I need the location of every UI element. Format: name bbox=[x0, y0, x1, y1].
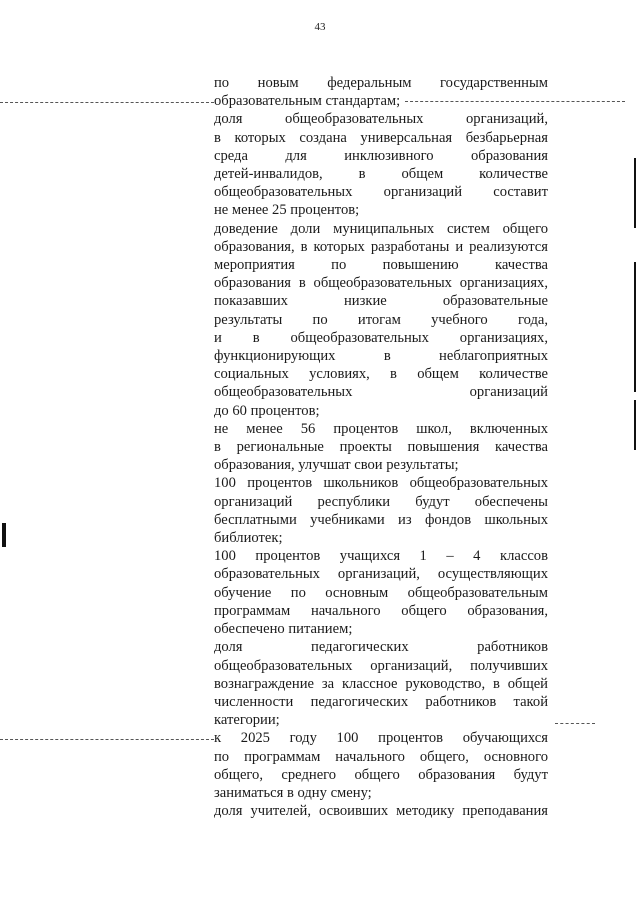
text-line: среда для инклюзивного образования bbox=[214, 147, 548, 164]
paragraph bbox=[214, 420, 548, 475]
text-line: образования, в которых разработаны и реализуются bbox=[214, 238, 548, 255]
text-line: по новым федеральным государственным bbox=[214, 75, 548, 91]
text-line: доля общеобразовательных организаций, bbox=[214, 111, 548, 128]
text-line: в которых создана универсальная безбарьерная bbox=[214, 129, 548, 146]
page-number: 43 bbox=[314, 21, 326, 33]
text-line: результаты по итогам учебного года, bbox=[214, 311, 548, 328]
text-line: 100 процентов школьников общеобразовательных bbox=[214, 475, 548, 492]
scan-artifact-left-mark bbox=[2, 523, 6, 547]
text-line: общеобразовательных организаций bbox=[214, 384, 548, 401]
text-line: общеобразовательных организаций составит bbox=[214, 184, 548, 201]
text-line: в региональные проекты повышения качества bbox=[214, 439, 548, 456]
text-line: до 60 процентов; bbox=[214, 402, 320, 419]
text-line: бесплатными учебниками из фондов школьных bbox=[214, 511, 548, 528]
text-line: детей-инвалидов, в общем количестве bbox=[214, 166, 548, 183]
text-line: заниматься в одну смену; bbox=[214, 784, 372, 801]
scan-artifact-line-bottom-right bbox=[555, 723, 595, 724]
text-line: показавших низкие образовательные bbox=[214, 293, 548, 310]
text-line: общего, среднего общего образования будут bbox=[214, 766, 548, 783]
scan-artifact-edge-mark bbox=[634, 158, 636, 228]
paragraph bbox=[214, 729, 548, 802]
paragraph bbox=[214, 110, 548, 219]
text-line: доведение доли муниципальных систем общего bbox=[214, 220, 548, 237]
scan-artifact-edge-mark bbox=[634, 400, 636, 450]
paragraph bbox=[214, 802, 548, 820]
paragraph bbox=[214, 474, 548, 547]
scan-artifact-line-top-right bbox=[405, 101, 625, 102]
text-line: вознаграждение за классное руководство, в общей bbox=[214, 675, 548, 692]
text-line: доля учителей, освоивших методику преподавания bbox=[214, 803, 548, 820]
text-line: образования, улучшат свои результаты; bbox=[214, 457, 459, 474]
text-line: образовательных организаций, осуществляющих bbox=[214, 566, 548, 583]
text-line: библиотек; bbox=[214, 530, 283, 547]
paragraph bbox=[214, 638, 548, 729]
text-line: социальных условиях, в общем количестве bbox=[214, 366, 548, 383]
text-line: образования в общеобразовательных организациях, bbox=[214, 275, 548, 292]
text-line: обеспечено питанием; bbox=[214, 621, 353, 638]
text-line: мероприятия по повышению качества bbox=[214, 257, 548, 274]
text-line: организаций республики будут обеспечены bbox=[214, 493, 548, 510]
paragraph bbox=[214, 74, 548, 110]
text-line: общеобразовательных организаций, получивших bbox=[214, 657, 548, 674]
scan-artifact-line-bottom bbox=[0, 739, 214, 740]
text-line: не менее 25 процентов; bbox=[214, 202, 360, 219]
text-line: к 2025 году 100 процентов обучающихся bbox=[214, 730, 548, 747]
text-line: программам начального общего образования, bbox=[214, 602, 548, 619]
text-line: и в общеобразовательных организациях, bbox=[214, 329, 548, 346]
text-line: по программам начального общего, основного bbox=[214, 748, 548, 765]
text-line: не менее 56 процентов школ, включенных bbox=[214, 420, 548, 437]
paragraph bbox=[214, 547, 548, 638]
scan-artifact-line-top bbox=[0, 102, 214, 103]
text-line: 100 процентов учащихся 1 – 4 классов bbox=[214, 548, 548, 565]
document-body bbox=[214, 74, 548, 820]
scan-artifact-edge-mark bbox=[634, 262, 636, 392]
text-line: численности педагогических работников такой bbox=[214, 693, 548, 710]
text-line: доля педагогических работников bbox=[214, 639, 548, 656]
paragraph bbox=[214, 220, 548, 420]
text-line: образовательным стандартам; bbox=[214, 93, 401, 110]
text-line: обучение по основным общеобразовательным bbox=[214, 584, 548, 601]
text-line: категории; bbox=[214, 712, 280, 729]
text-line: функционирующих в неблагоприятных bbox=[214, 348, 548, 365]
